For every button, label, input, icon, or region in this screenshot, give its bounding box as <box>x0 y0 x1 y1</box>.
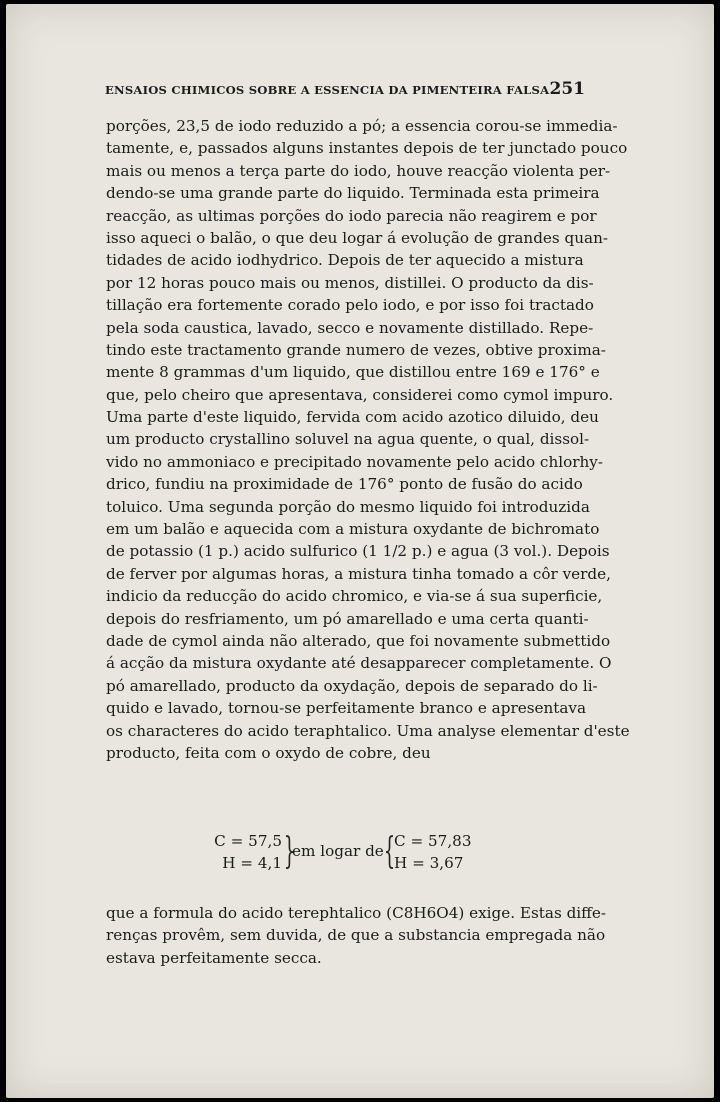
closing-paragraph <box>106 902 607 969</box>
main-paragraph <box>106 115 630 764</box>
left-brace: { <box>383 831 396 872</box>
found-values <box>210 830 282 874</box>
text-line: de ferver por algumas horas, a mistura tinha tomado a côr verde, <box>106 564 611 583</box>
text-line: por 12 horas pouco mais ou menos, distillei. O producto da dis- <box>106 273 594 292</box>
text-line: tindo este tractamento grande numero de vezes, obtive proxima- <box>106 340 606 359</box>
right-brace: } <box>283 831 296 872</box>
text-line: em um balão e aquecida com a mistura oxydante de bichromato <box>106 520 600 539</box>
text-line: pó amarellado, producto da oxydação, depois de separado do li- <box>106 676 598 695</box>
text-line: que, pelo cheiro que apresentava, considerei como cymol impuro. <box>106 385 614 404</box>
page-number: 251 <box>549 79 585 99</box>
text-line: reacção, as ultimas porções do iodo parecia não reagirem e por <box>106 206 597 225</box>
text-line: um producto crystallino soluvel na agua quente, o qual, dissol- <box>106 430 590 449</box>
text-line: que a formula do acido terephtalico (C8H6O4) exige. Estas diffe- <box>106 904 607 922</box>
connector-text: em logar de <box>292 842 384 860</box>
text-line: dendo-se uma grande parte do liquido. Terminada esta primeira <box>106 184 600 203</box>
running-header <box>105 79 585 99</box>
text-line: de potassio (1 p.) acido sulfurico (1 1/2 p.) e agua (3 vol.). Depois <box>106 542 610 561</box>
text-line: Uma parte d'este liquido, fervida com acido azotico diluido, deu <box>106 408 599 427</box>
expected-hydrogen: H = 3,67 <box>394 854 464 872</box>
text-line: drico, fundiu na proximidade de 176° ponto de fusão do acido <box>106 475 583 494</box>
text-line: toluico. Uma segunda porção do mesmo liquido foi introduzida <box>106 497 590 516</box>
found-hydrogen: H = 4,1 <box>222 854 282 872</box>
text-line: isso aqueci o balão, o que deu logar á evolução de grandes quan- <box>106 228 609 247</box>
text-line: os characteres do acido teraphtalico. Uma analyse elementar d'este <box>106 721 630 740</box>
text-line: tidades de acido iodhydrico. Depois de ter aquecido a mistura <box>106 251 584 270</box>
text-line: indicio da reducção do acido chromico, e via-se á sua superficie, <box>106 587 603 606</box>
expected-values <box>394 830 482 874</box>
text-line: mente 8 grammas d'um liquido, que distillou entre 169 e 176° e <box>106 363 600 382</box>
text-line: dade de cymol ainda não alterado, que foi novamente submettido <box>106 631 611 650</box>
text-line: estava perfeitamente secca. <box>106 948 322 967</box>
text-line: porções, 23,5 de iodo reduzido a pó; a essencia corou-se immedia- <box>106 117 618 135</box>
text-line: tamente, e, passados alguns instantes depois de ter junctado pouco <box>106 139 628 158</box>
text-line: pela soda caustica, lavado, secco e novamente distillado. Repe- <box>106 318 594 337</box>
text-line: depois do resfriamento, um pó amarellado e uma certa quanti- <box>106 609 589 628</box>
text-line: renças provêm, sem duvida, de que a substancia empregada não <box>106 926 606 945</box>
text-line: mais ou menos a terça parte do iodo, houve reacção violenta per- <box>106 161 611 180</box>
analysis-comparison <box>210 830 490 878</box>
text-line: á acção da mistura oxydante até desapparecer completamente. O <box>106 654 612 673</box>
text-line: vido no ammoniaco e precipitado novamente pelo acido chlorhy- <box>106 452 603 471</box>
text-line: producto, feita com o oxydo de cobre, deu <box>106 743 431 762</box>
text-line: tillação era fortemente corado pelo iodo, e por isso foi tractado <box>106 296 594 315</box>
text-line: quido e lavado, tornou-se perfeitamente branco e apresentava <box>106 699 587 718</box>
running-title: ENSAIOS CHIMICOS SOBRE A ESSENCIA DA PIMENTEIRA FALSA <box>105 83 550 97</box>
expected-carbon: C = 57,83 <box>394 832 472 850</box>
found-carbon: C = 57,5 <box>214 832 282 850</box>
